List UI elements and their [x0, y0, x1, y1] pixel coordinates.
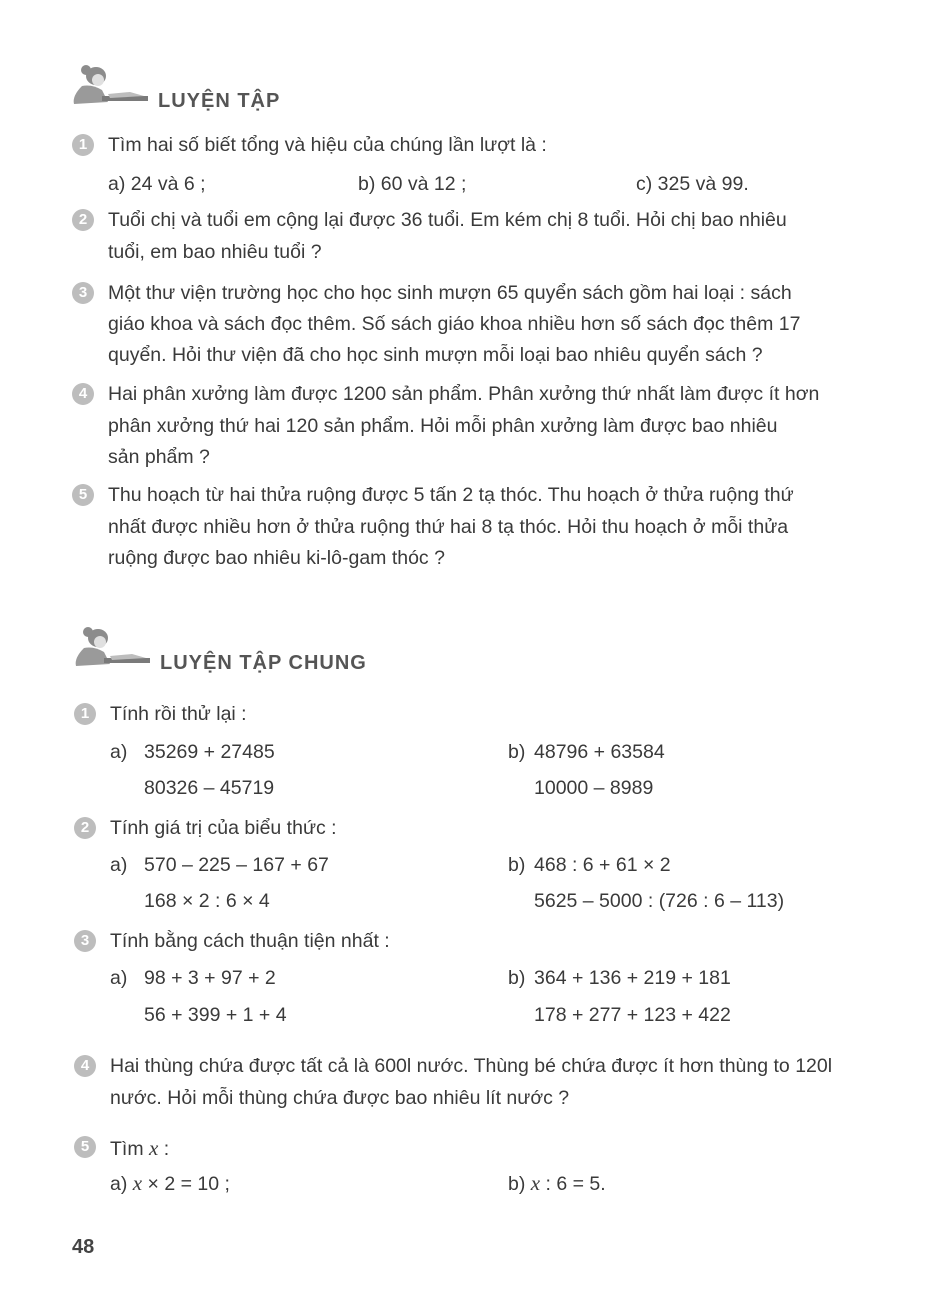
- part-a-label: a): [110, 854, 128, 876]
- part-b-label: b): [508, 741, 526, 763]
- expression: × 2 = 10 ;: [142, 1173, 230, 1195]
- girl-reading-icon: [70, 624, 152, 672]
- variable-x: x: [132, 1171, 143, 1195]
- expression: 468 : 6 + 61 × 2: [534, 854, 671, 876]
- part-a-label: a): [110, 967, 128, 989]
- exercise-text-line: sản phẩm ?: [108, 446, 210, 468]
- exercise-number-badge: 5: [74, 1136, 96, 1158]
- part-a: [110, 1171, 230, 1196]
- expression: 364 + 136 + 219 + 181: [534, 967, 731, 989]
- expression: 178 + 277 + 123 + 422: [534, 1004, 731, 1026]
- exercise-number-badge: 3: [72, 282, 94, 304]
- expression: 10000 – 8989: [534, 777, 654, 799]
- exercise-text-line: Một thư viện trường học cho học sinh mượn 65 quyển sách gồm hai loại : sách: [108, 282, 792, 304]
- exercise-text-line: Hai phân xưởng làm được 1200 sản phẩm. Phân xưởng thứ nhất làm được ít hơn: [108, 383, 820, 405]
- exercise-number-badge: 1: [72, 134, 94, 156]
- exercise-text: Tìm hai số biết tổng và hiệu của chúng lần lượt là :: [108, 134, 547, 156]
- exercise-text-line: Thu hoạch từ hai thửa ruộng được 5 tấn 2 tạ thóc. Thu hoạch ở thửa ruộng thứ: [108, 484, 794, 506]
- text-suffix: :: [158, 1138, 170, 1160]
- expression: 570 – 225 – 167 + 67: [144, 854, 329, 876]
- exercise-text-line: tuổi, em bao nhiêu tuổi ?: [108, 241, 322, 263]
- part-a-label: a): [110, 1173, 128, 1195]
- variable-x: x: [530, 1171, 541, 1195]
- exercise-number-badge: 4: [74, 1055, 96, 1077]
- part-b-label: b): [508, 1173, 526, 1195]
- exercise-part-b: b) 60 và 12 ;: [358, 173, 467, 195]
- page-number: 48: [72, 1236, 95, 1258]
- variable-x: x: [149, 1136, 159, 1160]
- exercise-text-line: ruộng được bao nhiêu ki-lô-gam thóc ?: [108, 547, 445, 569]
- expression: : 6 = 5.: [540, 1173, 606, 1195]
- exercise-number-badge: 4: [72, 383, 94, 405]
- part-b-label: b): [508, 967, 526, 989]
- exercise-number-badge: 1: [74, 703, 96, 725]
- exercise-text: Tính giá trị của biểu thức :: [110, 817, 337, 839]
- text-prefix: Tìm: [110, 1138, 144, 1160]
- expression: 168 × 2 : 6 × 4: [144, 890, 270, 912]
- exercise-text-line: nhất được nhiều hơn ở thửa ruộng thứ hai 8 tạ thóc. Hỏi thu hoạch ở mỗi thửa: [108, 516, 789, 538]
- part-b-label: b): [508, 854, 526, 876]
- exercise-number-badge: 2: [74, 817, 96, 839]
- exercise-text-line: nước. Hỏi mỗi thùng chứa được bao nhiêu lít nước ?: [110, 1087, 570, 1109]
- girl-reading-icon: [68, 62, 150, 110]
- expression: 5625 – 5000 : (726 : 6 – 113): [534, 890, 785, 912]
- exercise-text: [110, 1136, 169, 1161]
- section-title-luyen-tap: LUYỆN TẬP: [158, 90, 281, 112]
- part-b: [508, 1171, 606, 1196]
- expression: 48796 + 63584: [534, 741, 665, 763]
- exercise-part-a: a) 24 và 6 ;: [108, 173, 206, 195]
- exercise-text-line: Tuổi chị và tuổi em cộng lại được 36 tuổi. Em kém chị 8 tuổi. Hỏi chị bao nhiêu: [108, 209, 787, 231]
- expression: 35269 + 27485: [144, 741, 275, 763]
- exercise-text: Tính rồi thử lại :: [110, 703, 247, 725]
- expression: 56 + 399 + 1 + 4: [144, 1004, 287, 1026]
- expression: 98 + 3 + 97 + 2: [144, 967, 276, 989]
- expression: 80326 – 45719: [144, 777, 275, 799]
- exercise-number-badge: 5: [72, 484, 94, 506]
- exercise-text-line: quyển. Hỏi thư viện đã cho học sinh mượn mỗi loại bao nhiêu quyển sách ?: [108, 344, 763, 366]
- exercise-text: Tính bằng cách thuận tiện nhất :: [110, 930, 390, 952]
- exercise-part-c: c) 325 và 99.: [636, 173, 749, 195]
- exercise-text-line: phân xưởng thứ hai 120 sản phẩm. Hỏi mỗi phân xưởng làm được bao nhiêu: [108, 415, 778, 437]
- exercise-text-line: Hai thùng chứa được tất cả là 600l nước. Thùng bé chứa được ít hơn thùng to 120l: [110, 1055, 833, 1077]
- exercise-text-line: giáo khoa và sách đọc thêm. Số sách giáo khoa nhiều hơn số sách đọc thêm 17: [108, 313, 801, 335]
- section-title-luyen-tap-chung: LUYỆN TẬP CHUNG: [160, 652, 367, 674]
- part-a-label: a): [110, 741, 128, 763]
- exercise-number-badge: 3: [74, 930, 96, 952]
- exercise-number-badge: 2: [72, 209, 94, 231]
